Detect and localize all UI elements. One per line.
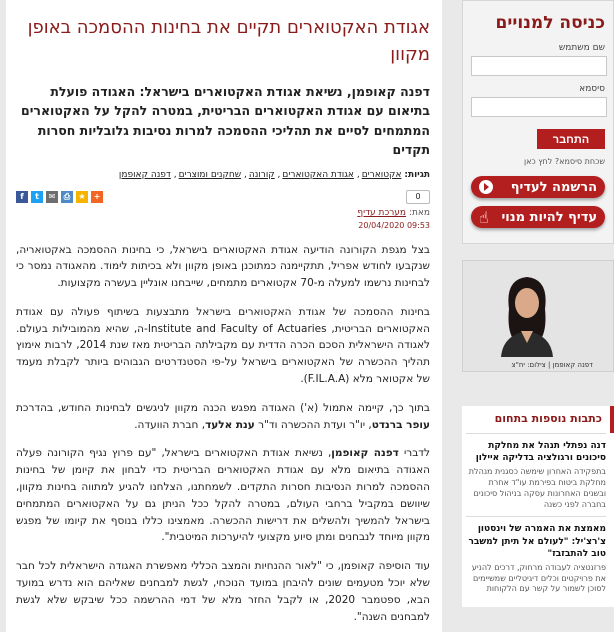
paragraph (16, 445, 430, 546)
article-headline: אגודת האקטוארים תקיים את בחינות ההסמכה באופן מקוון (27, 17, 430, 65)
tag-link[interactable]: דפנה קאופמן (118, 169, 171, 180)
text: , נשיאת אגודת האקטוארים בישראל, "עם פרוץ נגיף הקורונה פעלה האגודה בתיאום מלא עם אגודת האקטוארים הבריטית כדי לבחון את קיומן של בחינות ההסמכה למרות הנסיבות חסרות התקדים. לשמחתנו, הצלחנו להגיע למתווה בחינות מקוון, שיוושם במקביל ברחבי העולם, במטרה להקל ככל הניתן גם על האקטוארים המתמחים בישראל להמשיך ולהשלים את דרישות ההכשרה. מאמצינו כללו בנוסף את קיומו של מפגש מקוון מיוחד לנבחנים ומתן סיוע מקצועי להיערכות המיטבית". (16, 447, 430, 544)
more-articles-list (462, 433, 614, 607)
list-item[interactable] (466, 516, 606, 601)
share-row (16, 190, 430, 204)
tags-row: תגיות: אקטוארים, אגודת האקטוארים, קורונה, שחקנים ומוצרים, דפנה קאופמן (118, 169, 430, 180)
portrait-image (491, 269, 563, 357)
subscribe-button[interactable] (471, 206, 605, 228)
person-name: דפנה קאופמן (331, 447, 399, 460)
author-link[interactable]: מערכת עדיף (357, 207, 407, 218)
publish-date: 09:53 20/04/2020 (358, 220, 430, 230)
tag-link[interactable]: קורונה (248, 169, 275, 180)
paragraph (16, 400, 430, 434)
play-arrow-icon (479, 180, 493, 194)
register-label: הרשמה לעדיף (510, 179, 597, 195)
byline-prefix: מאת: (408, 207, 430, 218)
star-icon[interactable]: ★ (76, 191, 88, 203)
author-photo (462, 260, 614, 372)
share-counter: 0 (406, 190, 430, 204)
list-item[interactable] (466, 433, 606, 516)
more-articles-title: כתבות נוספות בתחום (462, 406, 614, 433)
subscribe-label: עדיף להיות מנוי (501, 209, 597, 225)
username-label: שם משתמש (558, 43, 605, 53)
more-article-snippet: פרזנטציה לעבודה מרחוק, דרכים להניע את פרויקטים וכלים דיגיטליים שמשיימים לסוכן לשמור על קשר עם הלקוחות (471, 562, 606, 594)
password-label: סיסמא (579, 84, 605, 94)
password-input[interactable] (471, 97, 607, 117)
text: , יו"ר ועדת ההכשרה וד"ר (254, 418, 372, 431)
text: לדברי (398, 447, 431, 460)
print-icon[interactable]: ⎙ (61, 191, 73, 203)
login-title: כניסה למנויים (495, 13, 605, 33)
article (6, 0, 442, 632)
register-button[interactable] (471, 176, 605, 198)
person-name: ענת אלעד (205, 418, 255, 431)
facebook-icon[interactable]: f (16, 191, 28, 203)
email-icon[interactable]: ✉ (46, 191, 58, 203)
login-button[interactable]: התחבר (537, 129, 605, 149)
person-name: עופר ברנדט (371, 418, 430, 431)
tag-link[interactable]: אגודת האקטוארים (282, 169, 354, 180)
share-icons (16, 191, 103, 203)
more-article-snippet: בתפקידה האחרון שימשה כסגנית מנהלת מחלקת ביטוח בפירמת עו"ד אחרת ובשנים האחרונות עסקה בניהול סיכונים בחברה לפני כשנה (468, 467, 606, 509)
tags-label: תגיות: (404, 169, 430, 180)
text: בתוך כך, קיימה אתמול (א') האגודה מפגש הכנה מקוון לניגשים לבחינות החודש, בהדרכת (16, 401, 430, 414)
tag-link[interactable]: שחקנים ומוצרים (178, 169, 242, 180)
forgot-password-link[interactable]: שכחת סיסמא? לחץ כאן (523, 157, 605, 166)
sidebar (462, 0, 614, 607)
tag-link[interactable]: אקטוארים (361, 169, 402, 180)
login-box (462, 0, 614, 244)
twitter-icon[interactable]: t (31, 191, 43, 203)
pointer-hand-icon: ☝ (479, 207, 489, 227)
more-article-headline[interactable]: מאמצת את האמרה של וינסטון צ'רצ'יל: "לעולם אל תיתן למשבר טוב להתבזבז" (468, 524, 606, 559)
paragraph: בחינות ההסמכה של אגודת האקטוארים בישראל מתבצעות בשיתוף פעולה עם אגודת האקטוארים הבריטית, Institute and Faculty of Actuaries-ה, שהיא מהמובילות בעולם. לאגודה הישראלית הסכם הכרה הדדית עם מקבילתה הבריטית מאז שנת 2014, לרבות אימוץ תהליך ההכשרה של האקטוארים בישראל על-פי הסטנדרטים הגבוהים ביותר לקבלת מעמד של אקטואר מלא (F.IL.A.A). (16, 305, 431, 386)
paragraph: בצל מגפת הקורונה הודיעה אגודת האקטוארים בישראל, כי בחינות ההסמכה באקטואריה, שנקבעו לחודש אפריל, תתקיימנה כמתוכנן באופן מקוון ולא בכיתות לימוד. מהאגודה נמסר כי לבחינות נרשמו למעלה מ-70 אקטוארים מתמחים, שייבחנו אונליין בעשרה מקצועות. (16, 243, 430, 290)
more-article-headline[interactable]: דנה נפתלי תנהל את מחלקת סיכונים ורגולציה בדליקה איילון (475, 441, 606, 464)
photo-caption: דפנה קאופמן | צילום: יח"צ (511, 361, 593, 369)
paragraph: עוד הוסיפה קאופמן, כי "לאור ההנחיות והמצב הכללי מאפשרת האגודה הישראלית לכל חבר שלא יוכל מטעמים שונים להיבחן במועד הנוכחי, לגשת למבחנים שאליהם הוא נדרש במועד הבא, ספטמבר 2020, או לקבל החזר מלא של דמי ההרשמה ככל שיבקש שלא לגשת למבחנים השנה". (16, 560, 430, 623)
plus-icon[interactable]: + (91, 191, 103, 203)
username-input[interactable] (471, 56, 607, 76)
text: , חברת הוועדה. (134, 418, 206, 431)
byline (16, 208, 430, 218)
article-lead: דפנה קאופמן, נשיאת אגודת האקטוארים בישראל: האגודה פועלת בתיאום עם אגודת האקטוארים הבריטית, במטרה להקל על האקטוארים המתמחים לסיים את תהליכי ההסמכה למרות נסיבות גלובליות חסרות תקדים (21, 84, 430, 158)
